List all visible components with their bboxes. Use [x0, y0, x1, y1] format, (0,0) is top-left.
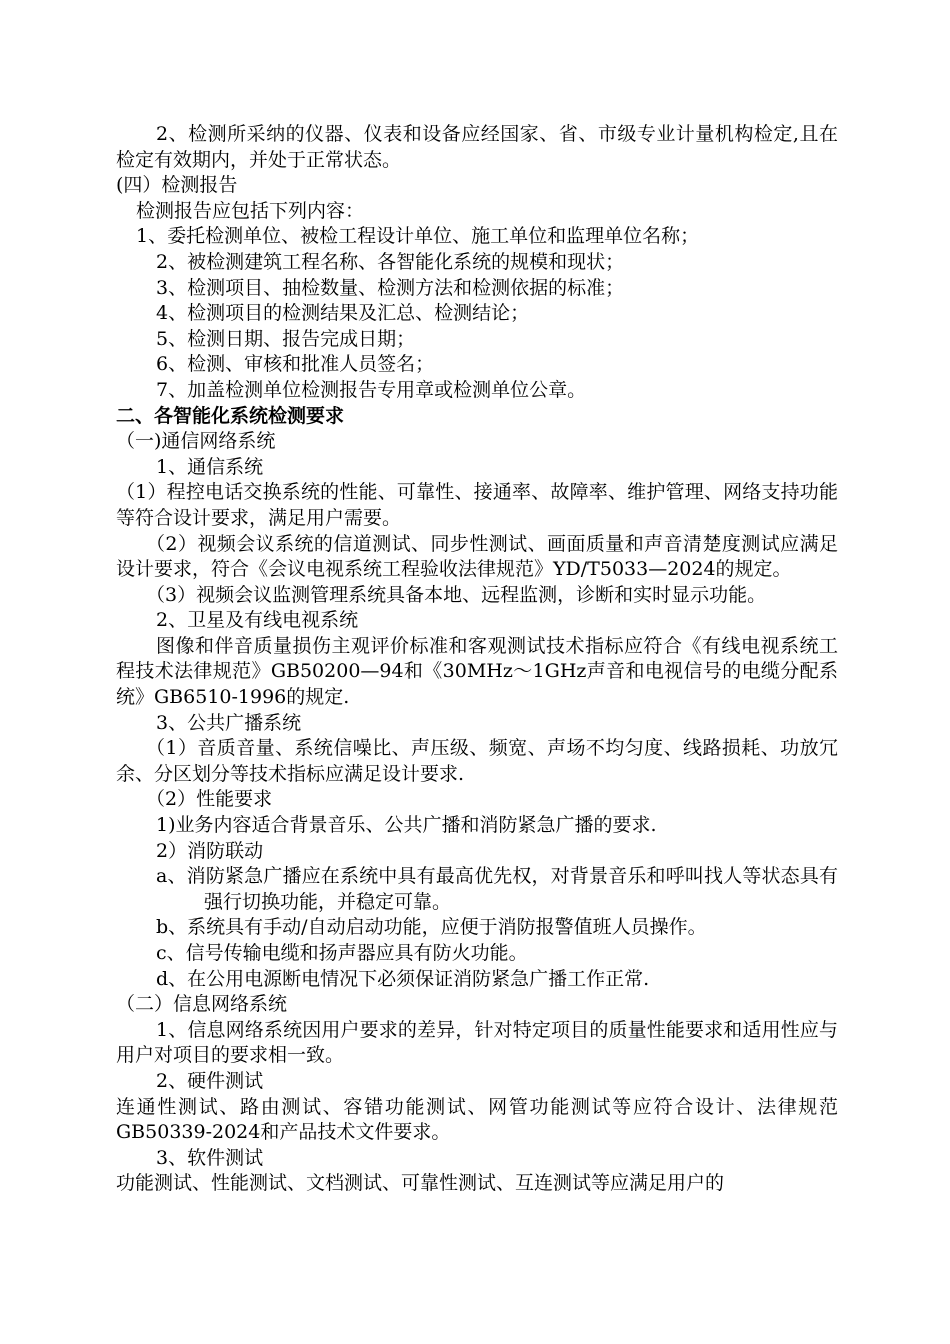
item-heading: 2、硬件测试 [156, 1069, 264, 1092]
paragraph: （2）视频会议系统的信道测试、同步性测试、画面质量和声音清楚度测试应满足设计要求，符合《会议电视系统工程验收法律规范》YD/T5033—2024的规定。 [116, 532, 838, 581]
subsection-heading: (四）检测报告 [116, 174, 238, 197]
item-heading: 3、公共广播系统 [156, 711, 302, 734]
paragraph: 1)业务内容适合背景音乐、公共广播和消防紧急广播的要求. [156, 814, 657, 837]
item-heading: 2）消防联动 [156, 839, 264, 862]
paragraph: 检测报告应包括下列内容： [136, 199, 365, 222]
list-item: 7、加盖检测单位检测报告专用章或检测单位公章。 [156, 378, 587, 401]
item-heading: 2、卫星及有线电视系统 [156, 609, 359, 632]
item-heading: 1、通信系统 [156, 455, 264, 478]
list-item: 2、被检测建筑工程名称、各智能化系统的规模和现状； [156, 250, 625, 273]
paragraph: 连通性测试、路由测试、容错功能测试、网管功能测试等应符合设计、法律规范GB50339-2024和产品技术文件要求。 [116, 1095, 838, 1144]
document-page [116, 122, 838, 1197]
section-heading: 二、各智能化系统检测要求 [116, 404, 345, 427]
list-item: a、消防紧急广播应在系统中具有最高优先权，对背景音乐和呼叫找人等状态具有强行切换功能，并稳定可靠。 [156, 865, 838, 913]
list-item: 4、检测项目的检测结果及汇总、检测结论； [156, 302, 530, 325]
list-item: b、系统具有手动/自动启动功能，应便于消防报警值班人员操作。 [156, 916, 707, 939]
list-item: 5、检测日期、报告完成日期； [156, 327, 416, 350]
paragraph: （1）程控电话交换系统的性能、可靠性、接通率、故障率、维护管理、网络支持功能等符合设计要求，满足用户需要。 [116, 481, 838, 529]
list-item: 3、检测项目、抽检数量、检测方法和检测依据的标准； [156, 276, 625, 299]
item-heading: （2）性能要求 [146, 788, 273, 811]
item-heading: 3、软件测试 [156, 1146, 264, 1169]
paragraph: （1）音质音量、系统信噪比、声压级、频宽、声场不均匀度、线路损耗、功放冗余、分区划分等技术指标应满足设计要求. [116, 737, 838, 785]
paragraph: （3）视频会议监测管理系统具备本地、远程监测，诊断和实时显示功能。 [146, 583, 767, 606]
list-item: c、信号传输电缆和扬声器应具有防火功能。 [156, 942, 528, 964]
list-item: d、在公用电源断电情况下必须保证消防紧急广播工作正常. [156, 967, 650, 990]
subsection-heading: （二）信息网络系统 [116, 993, 288, 1016]
list-item: 1、委托检测单位、被检工程设计单位、施工单位和监理单位名称； [136, 225, 700, 248]
list-item: 6、检测、审核和批准人员签名； [156, 353, 435, 376]
paragraph: 图像和伴音质量损伤主观评价标准和客观测试技术指标应符合《有线电视系统工程技术法律规范》GB50200—94和《30MHz～1GHz声音和电视信号的电缆分配系统》GB6510-1996的规定. [116, 634, 838, 709]
paragraph: 1、信息网络系统因用户要求的差异，针对特定项目的质量性能要求和适用性应与用户对项目的要求相一致。 [116, 1018, 838, 1067]
paragraph: 功能测试、性能测试、文档测试、可靠性测试、互连测试等应满足用户的 [116, 1172, 725, 1195]
subsection-heading: （一)通信网络系统 [116, 430, 276, 453]
paragraph: 2、检测所采纳的仪器、仪表和设备应经国家、省、市级专业计量机构检定,且在检定有效期内，并处于正常状态。 [116, 123, 838, 171]
